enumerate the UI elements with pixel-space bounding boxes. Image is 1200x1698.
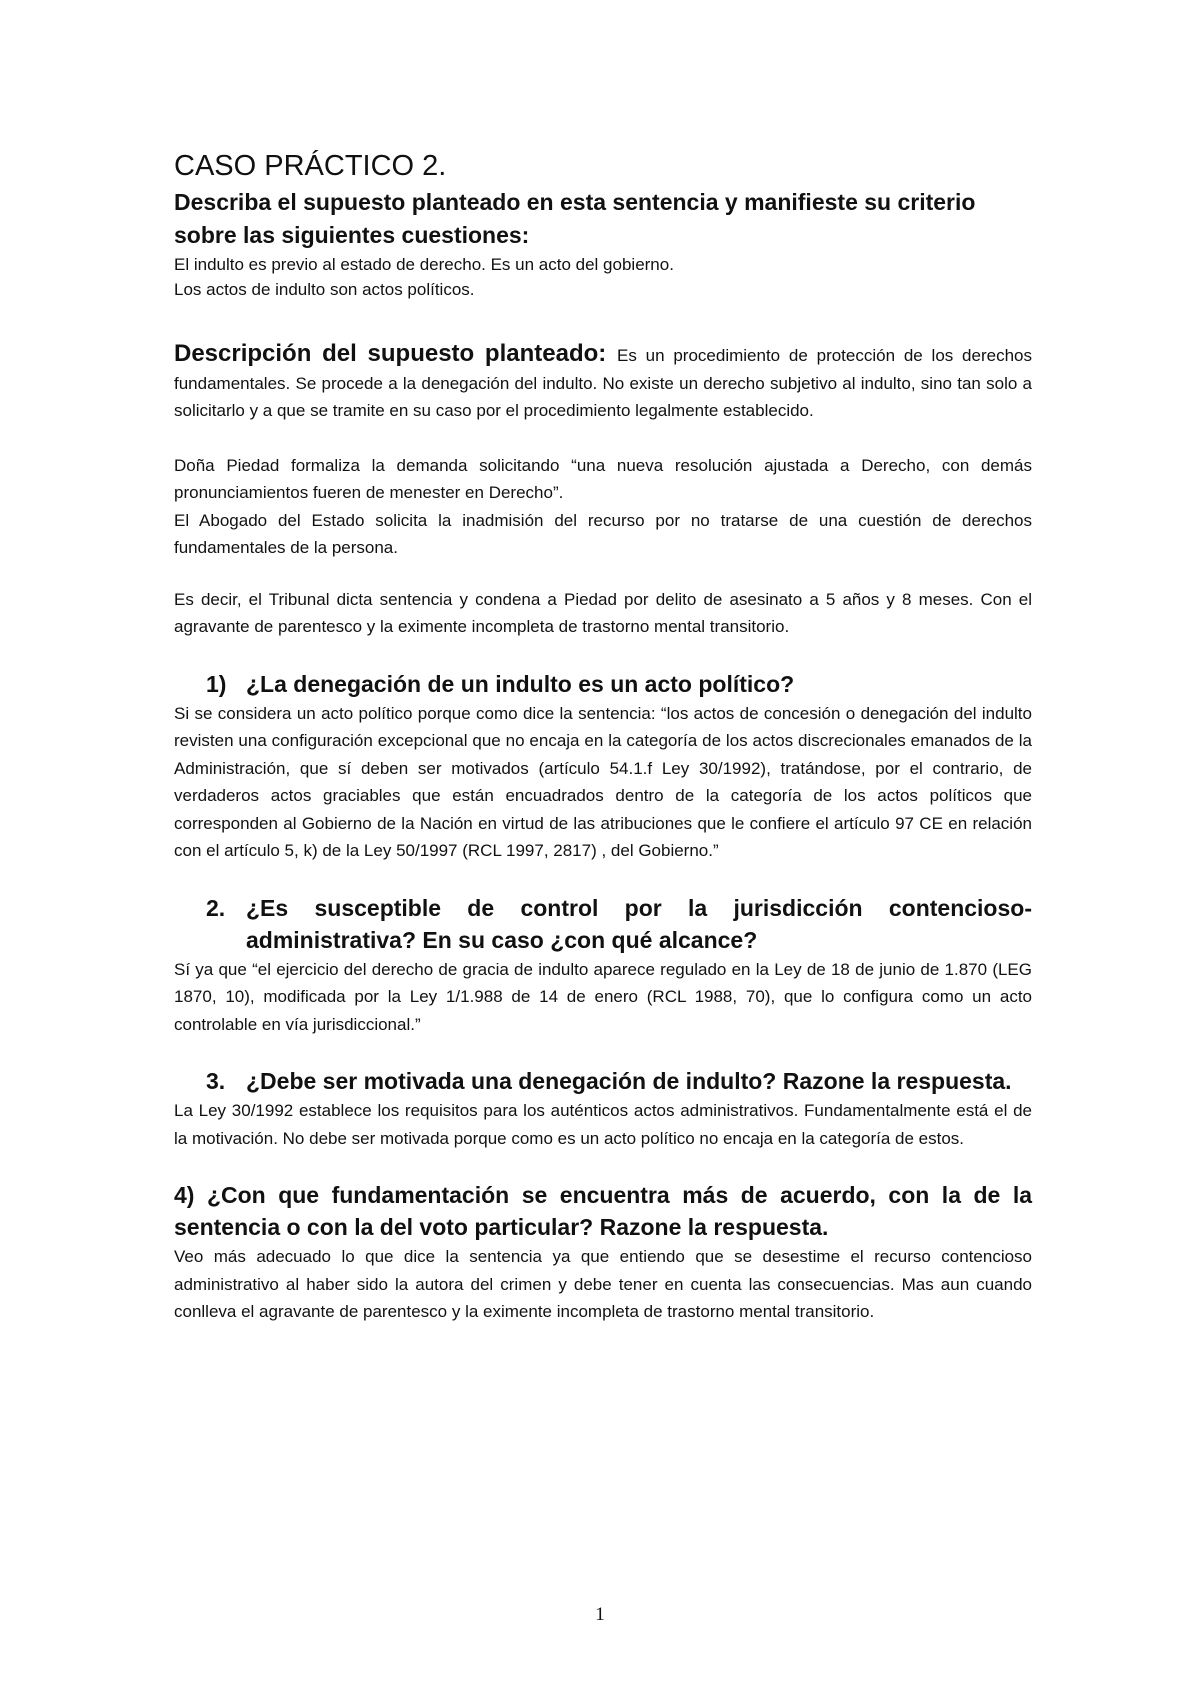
question-number: 3. <box>206 1068 226 1094</box>
question-heading <box>174 1179 1032 1243</box>
body-paragraph: Es decir, el Tribunal dicta sentencia y condena a Piedad por delito de asesinato a 5 años y 8 meses. Con el agravante de parentesco y la eximente incompleta de trastorno mental transitorio. <box>174 589 1032 636</box>
question-text: ¿La denegación de un indulto es un acto político? <box>246 670 795 697</box>
body-paragraph: El Abogado del Estado solicita la inadmisión del recurso por no tratarse de una cuestión de derechos fundamentales de la persona. <box>174 510 1032 557</box>
description-heading: Descripción del supuesto planteado <box>174 340 599 367</box>
intro-line: El indulto es previo al estado de derecho. Es un acto del gobierno. <box>174 255 674 274</box>
question-text: ¿Debe ser motivada una denegación de indulto? Razone la respuesta. <box>246 1068 1012 1094</box>
question-answer: La Ley 30/1992 establece los requisitos para los auténticos actos administrativos. Fundamentalmente está el de la motivación. No debe ser motivada porque como es un acto político no encaja en la categoría de estos. <box>174 1101 1032 1148</box>
question-text: ¿Con que fundamentación se encuentra más de acuerdo, con la de la sentencia o con la del voto particular? Razone la respuesta. <box>174 1182 1032 1240</box>
document-page <box>174 148 1032 1326</box>
question-heading <box>174 668 1032 700</box>
question-heading <box>174 1065 1032 1097</box>
question-number: 1) <box>206 670 227 697</box>
question-number: 4) <box>174 1182 195 1208</box>
question-number: 2. <box>206 894 226 921</box>
description-paragraph <box>174 340 1032 425</box>
page-number: 1 <box>595 1604 605 1625</box>
question-text: ¿Es susceptible de control por la jurisdicción contencioso-administrativa? En su caso ¿con qué alcance? <box>246 894 1032 953</box>
question-heading <box>174 892 1032 956</box>
document-title: CASO PRÁCTICO 2. <box>174 150 447 182</box>
question-answer: Veo más adecuado lo que dice la sentencia ya que entiendo que se desestime el recurso contencioso administrativo al haber sido la autora del crimen y debe tener en cuenta las consecuencias. Mas aun cuando conlleva el agravante de parentesco y la eximente incompleta de trastorno mental transitorio. <box>174 1247 1032 1321</box>
description-text: Es un procedimiento de protección de los derechos fundamentales. Se procede a la denegación del indulto. No existe un derecho subjetivo al indulto, sino tan solo a solicitarlo y a que se tramite en su caso por el procedimiento legalmente establecido. <box>174 346 1032 420</box>
question-answer: Sí ya que “el ejercicio del derecho de gracia de indulto aparece regulado en la Ley de 18 de junio de 1.870 (LEG 1870, 10), modificada por la Ley 1/1.988 de 14 de enero (RCL 1988, 70), que lo configura como un acto controlable en vía jurisdiccional.” <box>174 959 1032 1034</box>
body-paragraph: Doña Piedad formaliza la demanda solicitando “una nueva resolución ajustada a Derecho, con demás pronunciamientos fueren de menester en Derecho”. <box>174 455 1032 502</box>
question-answer: Si se considera un acto político porque como dice la sentencia: “los actos de concesión o denegación del indulto revisten una configuración excepcional que no encaja en la categoría de los actos discrecionales emanados de la Administración, que sí deben ser motivados (artículo 54.1.f Ley 30/1992), tratándose, por el contrario, de verdaderos actos graciables que están encuadrados dentro de la categoría de los actos políticos que corresponden al Gobierno de la Nación en virtud de las atribuciones que le confiere el artículo 97 CE en relación con el artículo 5, k) de la Ley 50/1997 (RCL 1997, 2817) , del Gobierno.” <box>174 703 1032 860</box>
document-subtitle: Describa el supuesto planteado en esta sentencia y manifieste su criterio sobre las siguientes cuestiones: <box>174 189 976 248</box>
intro-line: Los actos de indulto son actos políticos. <box>174 280 475 299</box>
description-separator: : <box>598 340 618 367</box>
